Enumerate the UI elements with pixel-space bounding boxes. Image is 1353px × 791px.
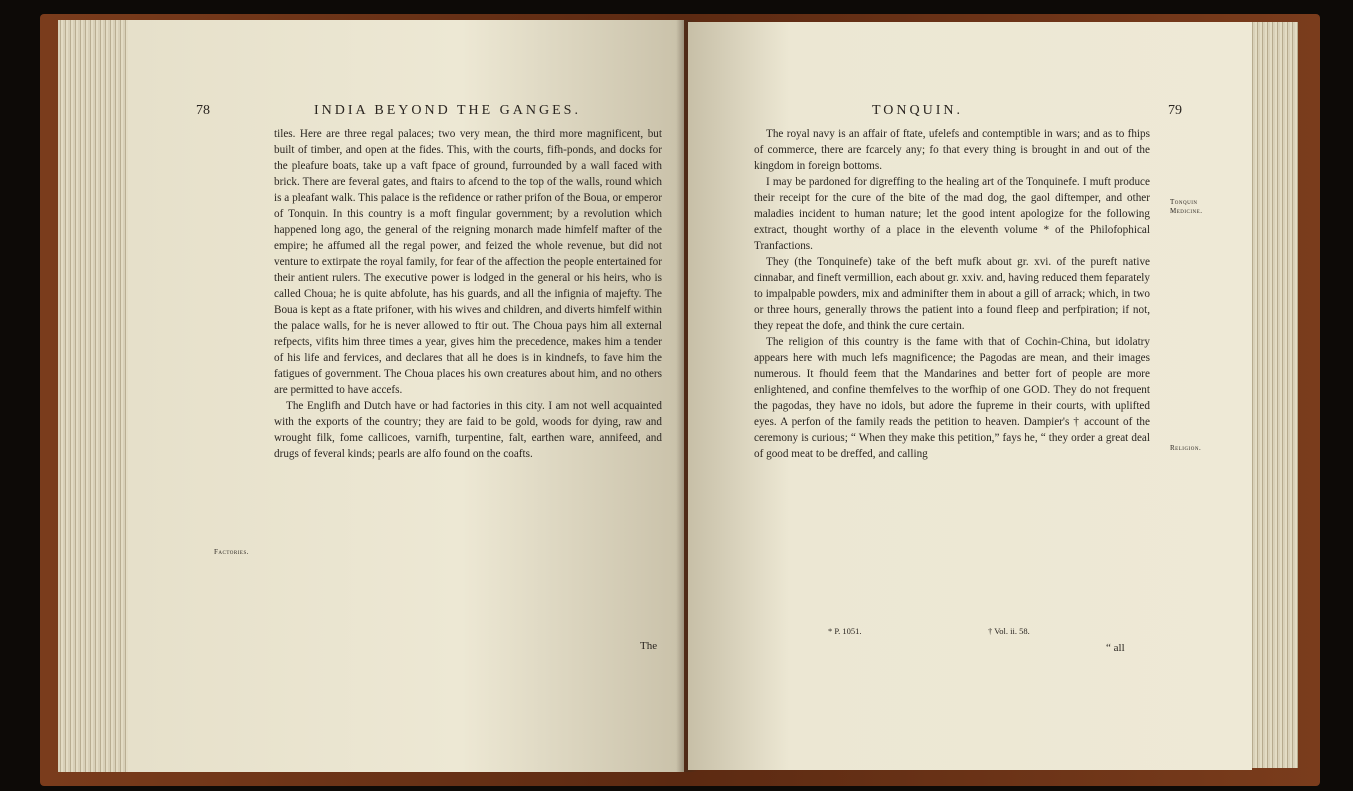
catchword: “ all [1106, 642, 1125, 654]
page-number: 79 [1168, 103, 1182, 118]
page-edges-left [58, 20, 130, 772]
paragraph: The religion of this country is the fame with that of Cochin-China, but idolatry appears here with much lefs magnificence; the Pagodas are mean, and their images numerous. It fhould feem that the Mandarines and better fort of people are more enlightened, and confine themfelves to the worfhip of one GOD. They do not frequent the pagodas, they have no idols, but adore the fupreme in their courts, with uplifted eyes. A perfon of the family reads the petition to heaven. Dampier's † account of the ceremony is curious; “ When they make this petition,” fays he, “ they order a great deal of good meat to be dreffed, and calling [754, 336, 1150, 460]
margin-note-medicine: Tonquin Medicine. [1170, 198, 1203, 215]
catchword: The [640, 640, 658, 652]
page-edges-right [1250, 22, 1298, 768]
footnote: * P. 1051. [828, 626, 862, 636]
paragraph: I may be pardoned for digreffing to the healing art of the Tonquinefe. I muft produce their receipt for the cure of the bite of the mad dog, the gaol diftemper, and other maladies incident to human nature; let the good intent apologize for the following extract, thought worthy of a place in the eleventh volume * of the Philofophical Tranfactions. [754, 176, 1150, 252]
margin-note-factories: Factories. [214, 548, 249, 556]
margin-note-religion: Religion. [1170, 444, 1202, 452]
footnote: † Vol. ii. 58. [988, 626, 1030, 636]
body-text [754, 126, 1150, 462]
paragraph: The royal navy is an affair of ftate, ufelefs and contemptible in wars; and as to fhips of commerce, there are fcarcely any; fo that every thing is brought in and out of the kingdom in foreign bottoms. [754, 128, 1150, 172]
paragraph: tiles. Here are three regal palaces; two very mean, the third more magnificent, but built of timber, and open at the fides. This, with the courts, fifh-ponds, and docks for the pleafure boats, take up a vaft fpace of ground, furrounded by a wall faced with brick. There are feveral gates, and ftairs to afcend to the top of the walls, round which is a pleafant walk. This palace is the refidence or rather prifon of the Boua, or emperor of Tonquin. In this country is a moft fingular government; by a revolution which happened long ago, the general of the reigning monarch made himfelf mafter of the empire; he affumed all the regal power, and feized the whole revenue, but did not venture to extirpate the royal family, for fear of the affection the people entertained for their antient rulers. The executive power is lodged in the general or his heirs, who is called Choua; he is quite abfolute, has his guards, and all the infignia of majefty. The Boua is kept as a ftate prifoner, with his wives and children, and diverts himfelf within the palace walls, for he is never allowed to ftir out. The Choua pays him all external refpects, vifits him three times a year, gives him the precedence, makes him a tender of his life and fervices, and declares that all he does is in kindnefs, to fave him the fatigues of government. The Choua places his own creatures about him, and no others are permitted to have accefs. [274, 128, 662, 396]
running-head: TONQUIN. [872, 103, 964, 118]
body-text [274, 126, 662, 462]
paragraph: The Englifh and Dutch have or had factories in this city. I am not well acquainted with the exports of the country; they are faid to be gold, woods for dying, raw and wrought filk, fome callicoes, varnifh, turpentine, falt, earthen ware, annifeed, and drugs of feveral kinds; pearls are alfo found on the coafts. [274, 400, 662, 460]
paragraph: They (the Tonquinefe) take of the beft mufk about gr. xvi. of the pureft native cinnabar, and fineft vermillion, each about gr. xxiv. and, having reduced them feparately to impalpable powders, mix and adminifter them in about a gill of arrack; which, in two or three hours, generally throws the patient into a found fleep and perfpiration; if not, they repeat the dofe, and think the cure certain. [754, 256, 1150, 332]
right-page [688, 22, 1252, 770]
page-number: 78 [196, 103, 210, 118]
left-page [128, 20, 684, 772]
running-head: INDIA BEYOND THE GANGES. [314, 103, 581, 118]
